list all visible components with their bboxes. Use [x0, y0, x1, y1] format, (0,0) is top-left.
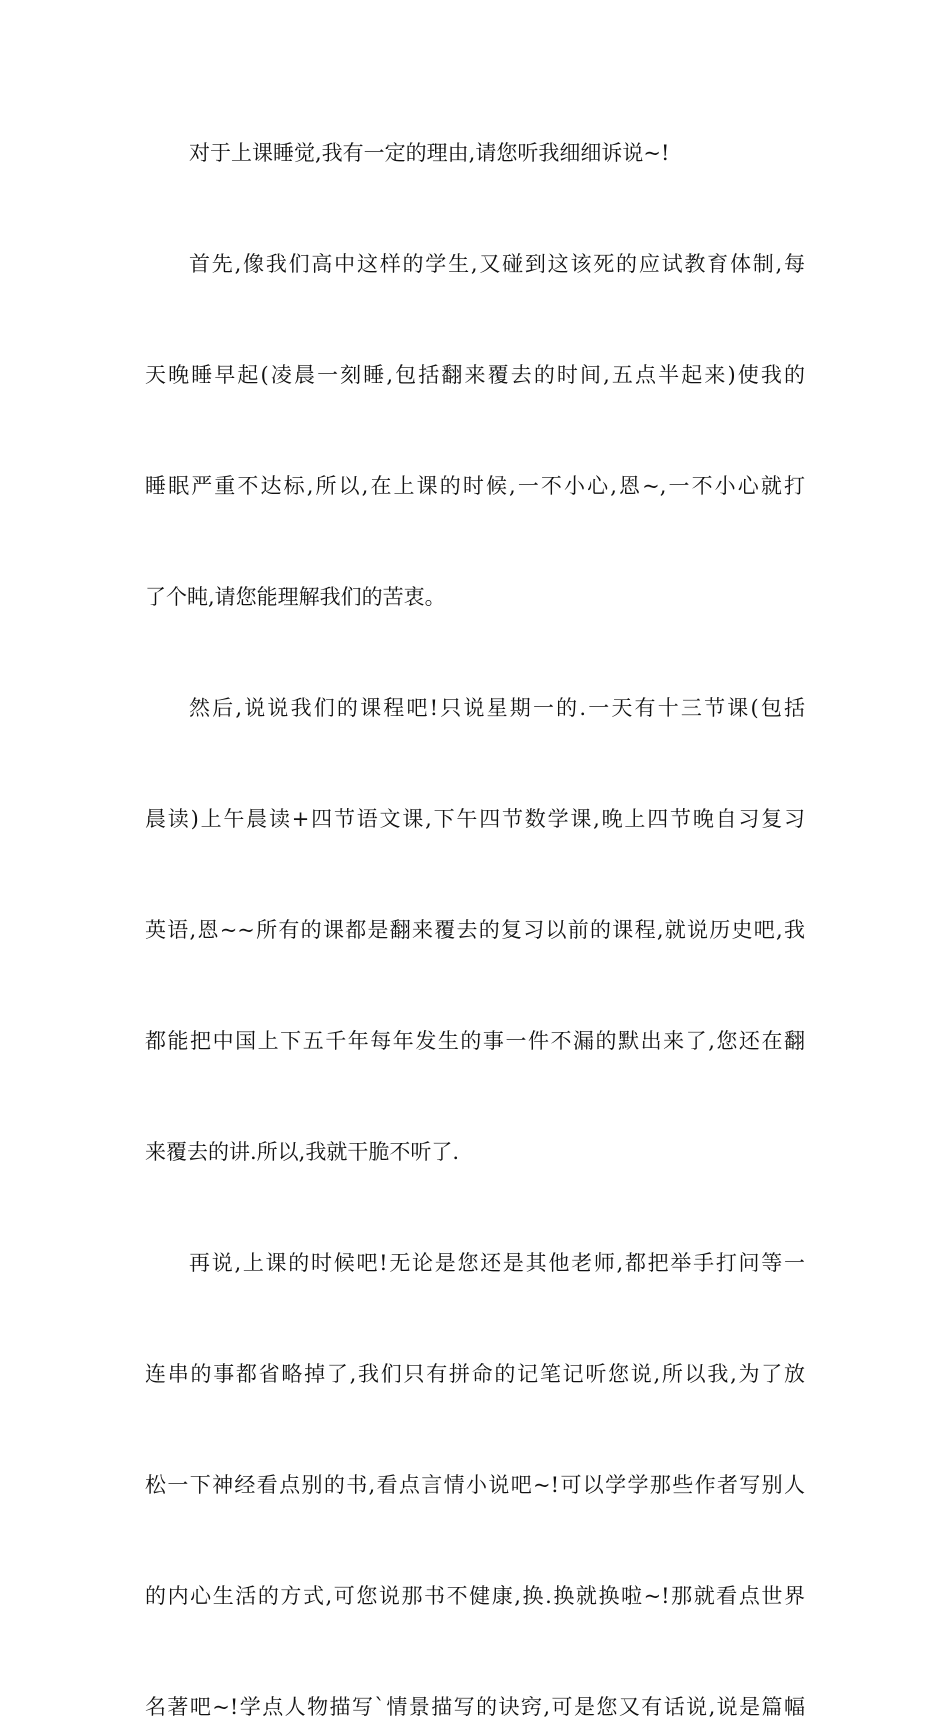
paragraph-gap	[145, 182, 805, 238]
line-gap	[145, 1514, 805, 1570]
line-gap	[145, 848, 805, 904]
paragraph-gap	[145, 626, 805, 682]
paragraph-2-line-2: 天晚睡早起(凌晨一刻睡,包括翻来覆去的时间,五点半起来)使我的	[145, 363, 805, 387]
paragraph-3-line-5: 来覆去的讲.所以,我就干脆不听了.	[145, 1140, 460, 1164]
line-gap	[145, 737, 805, 793]
line-gap	[145, 1625, 805, 1681]
paragraph-2-line-3: 睡眠严重不达标,所以,在上课的时候,一不小心,恩~,一不小心就打	[145, 474, 805, 498]
line-gap	[145, 1292, 805, 1348]
paragraph-4-line-2: 连串的事都省略掉了,我们只有拼命的记笔记听您说,所以我,为了放	[145, 1362, 805, 1386]
paragraph-3-line-1: 然后,说说我们的课程吧!只说星期一的.一天有十三节课(包括	[189, 696, 805, 720]
paragraph-4-line-4: 的内心生活的方式,可您说那书不健康,换.换就换啦~!那就看点世界	[145, 1584, 805, 1608]
paragraph-gap	[145, 1181, 805, 1237]
paragraph-1-line-1: 对于上课睡觉,我有一定的理由,请您听我细细诉说~!	[189, 141, 670, 165]
paragraph-3-line-3: 英语,恩~~所有的课都是翻来覆去的复习以前的课程,就说历史吧,我	[145, 918, 805, 942]
paragraph-4-line-5: 名著吧~!学点人物描写`情景描写的诀窍,可是您又有话说,说是篇幅	[145, 1695, 805, 1719]
paragraph-4-line-3: 松一下神经看点别的书,看点言情小说吧~!可以学学那些作者写别人	[145, 1473, 805, 1497]
document-body	[145, 126, 805, 1736]
line-gap	[145, 404, 805, 460]
paragraph-2-line-1: 首先,像我们高中这样的学生,又碰到这该死的应试教育体制,每	[189, 252, 805, 276]
paragraph-3-line-4: 都能把中国上下五千年每年发生的事一件不漏的默出来了,您还在翻	[145, 1029, 805, 1053]
line-gap	[145, 959, 805, 1015]
line-gap	[145, 293, 805, 349]
line-gap	[145, 515, 805, 571]
paragraph-4-line-1: 再说,上课的时候吧!无论是您还是其他老师,都把举手打问等一	[189, 1251, 805, 1275]
paragraph-3-line-2: 晨读)上午晨读+四节语文课,下午四节数学课,晚上四节晚自习复习	[145, 807, 805, 831]
paragraph-2-line-4: 了个盹,请您能理解我们的苦衷。	[145, 585, 446, 609]
line-gap	[145, 1070, 805, 1126]
line-gap	[145, 1403, 805, 1459]
